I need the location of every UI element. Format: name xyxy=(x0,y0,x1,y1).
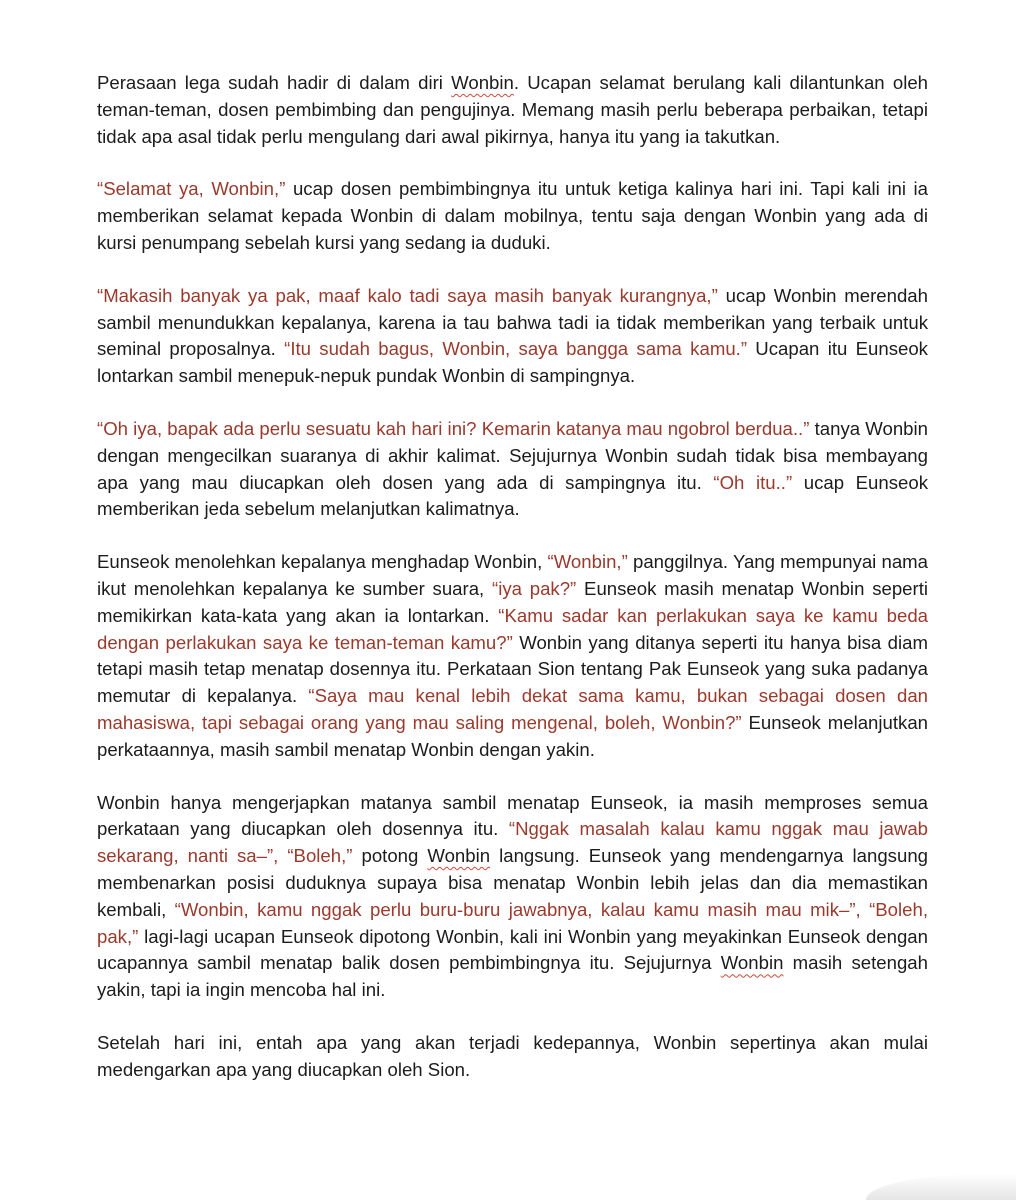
spellcheck-word: Wonbin xyxy=(427,845,491,867)
dialogue-text: “Nggak masalah kalau kamu nggak mau jawab sekarang, nanti sa–”, “Boleh,” xyxy=(97,818,928,867)
narration-text: ucap Wonbin merendah sambil menundukkan kepalanya, karena ia tau bahwa tadi ia tidak memberikan yang terbaik untuk seminal proposalnya. xyxy=(97,284,928,360)
dialogue-text: “Wonbin,” xyxy=(547,551,628,573)
spellcheck-word: Wonbin xyxy=(720,952,784,974)
paragraph xyxy=(97,70,928,150)
narration-text: tanya Wonbin dengan mengecilkan suaranya di akhir kalimat. Sejujurnya Wonbin sudah tidak bisa membayang apa yang mau diucapkan oleh dosen yang ada di sampingnya itu. xyxy=(97,417,928,493)
paragraph xyxy=(97,549,928,763)
paragraph xyxy=(97,283,928,390)
narration-text: potong xyxy=(352,845,428,867)
paragraph xyxy=(97,1030,928,1084)
narration-text: langsung. Eunseok yang mendengarnya langsung membenarkan posisi duduknya supaya bisa menatap Wonbin lebih jelas dan dia memastikan kembali, xyxy=(97,845,929,920)
narration-text: Eunseok masih menatap Wonbin seperti memikirkan kata-kata yang akan ia lontarkan. xyxy=(97,577,928,626)
narration-text: Ucapan itu Eunseok lontarkan sambil menepuk-nepuk pundak Wonbin di sampingnya. xyxy=(97,338,928,387)
narration-text: Perasaan lega sudah hadir di dalam diri xyxy=(97,72,452,93)
narration-text: Eunseok melanjutkan perkataannya, masih sambil menatap Wonbin dengan yakin. xyxy=(97,711,928,760)
dialogue-text: “Oh itu..” xyxy=(713,471,793,493)
dialogue-text: “Selamat ya, Wonbin,” xyxy=(97,178,286,200)
dialogue-text: “Kamu sadar kan perlakukan saya ke kamu beda dengan perlakukan saya ke teman-teman kamu?” xyxy=(97,604,929,653)
dialogue-text: “iya pak?” xyxy=(492,577,577,599)
narration-text: Wonbin yang ditanya seperti itu hanya bisa diam tetapi masih tetap menatap dosennya itu. Perkataan Sion tentang Pak Eunseok yang suka padanya memutar di kepalanya. xyxy=(97,631,928,707)
page-curl-shadow xyxy=(866,1174,1016,1200)
spellcheck-word: Wonbin xyxy=(451,72,514,93)
narration-text: Setelah hari ini, entah apa yang akan terjadi kedepannya, Wonbin sepertinya akan mulai medengarkan apa yang diucapkan oleh Sion. xyxy=(97,1031,928,1080)
dialogue-text: “Itu sudah bagus, Wonbin, saya bangga sama kamu.” xyxy=(284,338,748,360)
dialogue-text: “Wonbin, kamu nggak perlu buru-buru jawabnya, kalau kamu masih mau mik–”, “Boleh, pak,” xyxy=(97,898,928,947)
narration-text: ucap dosen pembimbingnya itu untuk ketiga kalinya hari ini. Tapi kali ini ia memberikan selamat kepada Wonbin di dalam mobilnya, tentu saja dengan Wonbin yang ada di kursi penumpang sebelah kursi yang sedang ia duduki. xyxy=(97,178,928,253)
paragraph xyxy=(97,176,928,256)
narration-text: Wonbin hanya mengerjapkan matanya sambil menatap Eunseok, ia masih memproses semua perkataan yang diucapkan oleh dosennya itu. xyxy=(97,791,928,840)
dialogue-text: “Saya mau kenal lebih dekat sama kamu, bukan sebagai dosen dan mahasiswa, tapi sebagai orang yang mau saling mengenal, boleh, Wonbin?” xyxy=(97,685,929,733)
dialogue-text: “Makasih banyak ya pak, maaf kalo tadi saya masih banyak kurangnya,” xyxy=(97,284,718,306)
dialogue-text: “Oh iya, bapak ada perlu sesuatu kah hari ini? Kemarin katanya mau ngobrol berdua..” xyxy=(97,417,810,439)
narration-text: Eunseok menolehkan kepalanya menghadap Wonbin, xyxy=(97,551,548,573)
document-body xyxy=(97,70,928,1110)
paragraph xyxy=(97,416,928,523)
narration-text: . Ucapan selamat berulang kali dilantunkan oleh teman-teman, dosen pembimbing dan pengujinya. Memang masih perlu beberapa perbaikan, tetapi tidak apa asal tidak perlu mengulang dari awal pikirnya, hanya itu yang ia takutkan. xyxy=(97,72,929,147)
narration-text: lagi-lagi ucapan Eunseok dipotong Wonbin, kali ini Wonbin yang meyakinkan Eunseok dengan ucapannya sambil menatap balik dosen pembimbingnya itu. Sejujurnya xyxy=(97,925,928,974)
narration-text: ucap Eunseok memberikan jeda sebelum melanjutkan kalimatnya. xyxy=(97,471,929,520)
paragraph xyxy=(97,790,928,1004)
narration-text: masih setengah yakin, tapi ia ingin mencoba hal ini. xyxy=(97,952,928,1001)
narration-text: panggilnya. Yang mempunyai nama ikut menolehkan kepalanya ke sumber suara, xyxy=(97,551,929,599)
